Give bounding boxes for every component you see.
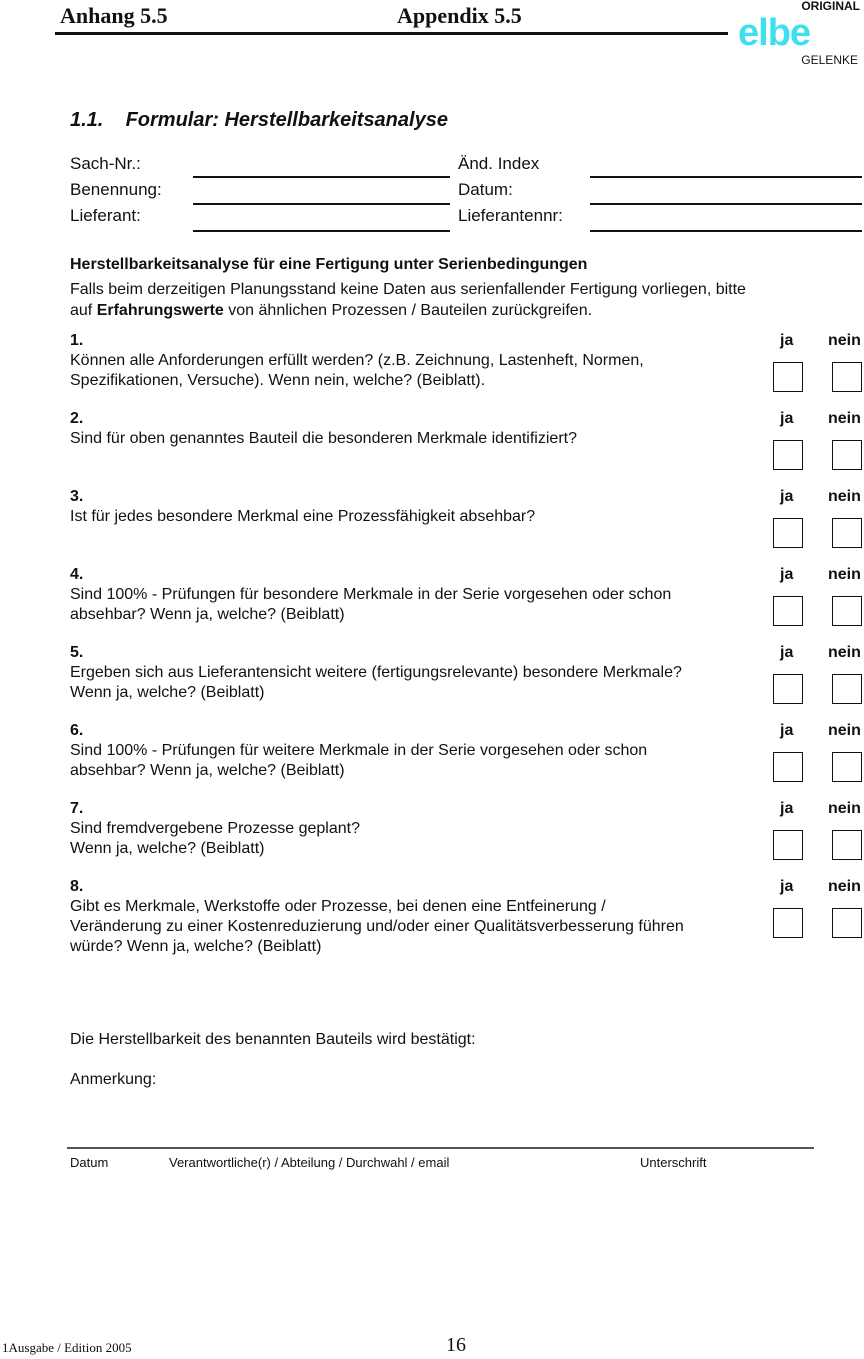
confirmation-text: Die Herstellbarkeit des benannten Bauteils wird bestätigt: <box>70 1031 476 1048</box>
question-text: Wenn ja, welche? (Beiblatt) <box>70 684 265 701</box>
yes-checkbox[interactable] <box>773 908 803 938</box>
sig-responsible: Verantwortliche(r) / Abteilung / Durchwahl / email <box>169 1155 450 1170</box>
yes-label: ja <box>780 644 794 661</box>
elbe-logo <box>736 0 864 68</box>
question-text: Können alle Anforderungen erfüllt werden? (z.B. Zeichnung, Lastenheft, Normen, <box>70 352 644 369</box>
yes-label: ja <box>780 722 794 739</box>
yes-label: ja <box>780 488 794 505</box>
header-anhang: Anhang 5.5 <box>60 3 168 28</box>
question-text: würde? Wenn ja, welche? (Beiblatt) <box>70 938 322 955</box>
question-number: 6. <box>70 722 84 739</box>
yes-checkbox[interactable] <box>773 596 803 626</box>
no-label: nein <box>828 488 861 505</box>
no-checkbox[interactable] <box>832 830 862 860</box>
sig-datum: Datum <box>70 1155 109 1170</box>
intro-text: auf <box>70 302 97 319</box>
question-text: Ergeben sich aus Lieferantensicht weitere (fertigungsrelevante) besondere Merkmale? <box>70 664 682 681</box>
logo-gelenke: GELENKE <box>801 53 858 67</box>
yes-label: ja <box>780 878 794 895</box>
intro-line2 <box>70 302 592 320</box>
remark-label: Anmerkung: <box>70 1071 157 1088</box>
yes-label: ja <box>780 410 794 427</box>
question-text: Sind 100% - Prüfungen für besondere Merkmale in der Serie vorgesehen oder schon <box>70 586 672 603</box>
header-rule <box>55 32 728 35</box>
edition-footer: 1Ausgabe / Edition 2005 <box>2 1340 132 1355</box>
no-label: nein <box>828 800 861 817</box>
page-number: 16 <box>446 1334 466 1356</box>
sig-signature: Unterschrift <box>640 1155 707 1170</box>
no-checkbox[interactable] <box>832 752 862 782</box>
intro-heading: Herstellbarkeitsanalyse für eine Fertigung unter Serienbedingungen <box>70 256 588 273</box>
field-aend-index[interactable] <box>590 176 862 178</box>
field-lieferant[interactable] <box>193 230 450 232</box>
no-label: nein <box>828 722 861 739</box>
yes-checkbox[interactable] <box>773 518 803 548</box>
yes-label: ja <box>780 566 794 583</box>
label-lieferant: Lieferant: <box>70 206 141 225</box>
no-label: nein <box>828 878 861 895</box>
yes-checkbox[interactable] <box>773 674 803 704</box>
question-text: Veränderung zu einer Kostenreduzierung und/oder einer Qualitätsverbesserung führen <box>70 918 684 935</box>
question-text: Ist für jedes besondere Merkmal eine Prozessfähigkeit absehbar? <box>70 508 536 525</box>
intro-text: von ähnlichen Prozessen / Bauteilen zurückgreifen. <box>223 302 593 319</box>
field-lieferantennr[interactable] <box>590 230 862 232</box>
no-checkbox[interactable] <box>832 674 862 704</box>
no-checkbox[interactable] <box>832 596 862 626</box>
question-text: Gibt es Merkmale, Werkstoffe oder Prozesse, bei denen eine Entfeinerung / <box>70 898 606 915</box>
question-number: 8. <box>70 878 84 895</box>
question-number: 5. <box>70 644 84 661</box>
label-lieferantennr: Lieferantennr: <box>458 206 563 225</box>
field-benennung[interactable] <box>193 203 450 205</box>
label-datum: Datum: <box>458 180 513 199</box>
question-text: Sind 100% - Prüfungen für weitere Merkmale in der Serie vorgesehen oder schon <box>70 742 648 759</box>
intro-bold: Erfahrungswerte <box>96 302 224 319</box>
yes-checkbox[interactable] <box>773 440 803 470</box>
no-label: nein <box>828 566 861 583</box>
yes-label: ja <box>780 332 794 349</box>
question-number: 3. <box>70 488 84 505</box>
question-number: 7. <box>70 800 84 817</box>
no-checkbox[interactable] <box>832 362 862 392</box>
yes-label: ja <box>780 800 794 817</box>
logo-original: ORIGINAL <box>801 0 860 13</box>
yes-checkbox[interactable] <box>773 752 803 782</box>
question-text: absehbar? Wenn ja, welche? (Beiblatt) <box>70 606 345 623</box>
no-checkbox[interactable] <box>832 908 862 938</box>
question-number: 4. <box>70 566 84 583</box>
yes-checkbox[interactable] <box>773 830 803 860</box>
intro-line1: Falls beim derzeitigen Planungsstand keine Daten aus serienfallender Fertigung vorliegen, bitte <box>70 281 746 298</box>
no-label: nein <box>828 644 861 661</box>
no-checkbox[interactable] <box>832 518 862 548</box>
signature-rule <box>67 1147 814 1149</box>
question-number: 1. <box>70 332 84 349</box>
yes-checkbox[interactable] <box>773 362 803 392</box>
question-text: Sind fremdvergebene Prozesse geplant? <box>70 820 360 837</box>
question-text: absehbar? Wenn ja, welche? (Beiblatt) <box>70 762 345 779</box>
label-benennung: Benennung: <box>70 180 162 199</box>
question-text: Sind für oben genanntes Bauteil die besonderen Merkmale identifiziert? <box>70 430 577 447</box>
label-aend-index: Änd. Index <box>458 154 540 173</box>
field-sach-nr[interactable] <box>193 176 450 178</box>
header-appendix: Appendix 5.5 <box>397 3 522 28</box>
field-datum[interactable] <box>590 203 862 205</box>
question-number: 2. <box>70 410 84 427</box>
form-title: 1.1. Formular: Herstellbarkeitsanalyse <box>70 109 448 131</box>
no-label: nein <box>828 332 861 349</box>
question-text: Spezifikationen, Versuche). Wenn nein, welche? (Beiblatt). <box>70 372 486 389</box>
no-label: nein <box>828 410 861 427</box>
logo-brand: elbe <box>738 12 811 54</box>
no-checkbox[interactable] <box>832 440 862 470</box>
question-text: Wenn ja, welche? (Beiblatt) <box>70 840 265 857</box>
label-sach-nr: Sach-Nr.: <box>70 154 141 173</box>
